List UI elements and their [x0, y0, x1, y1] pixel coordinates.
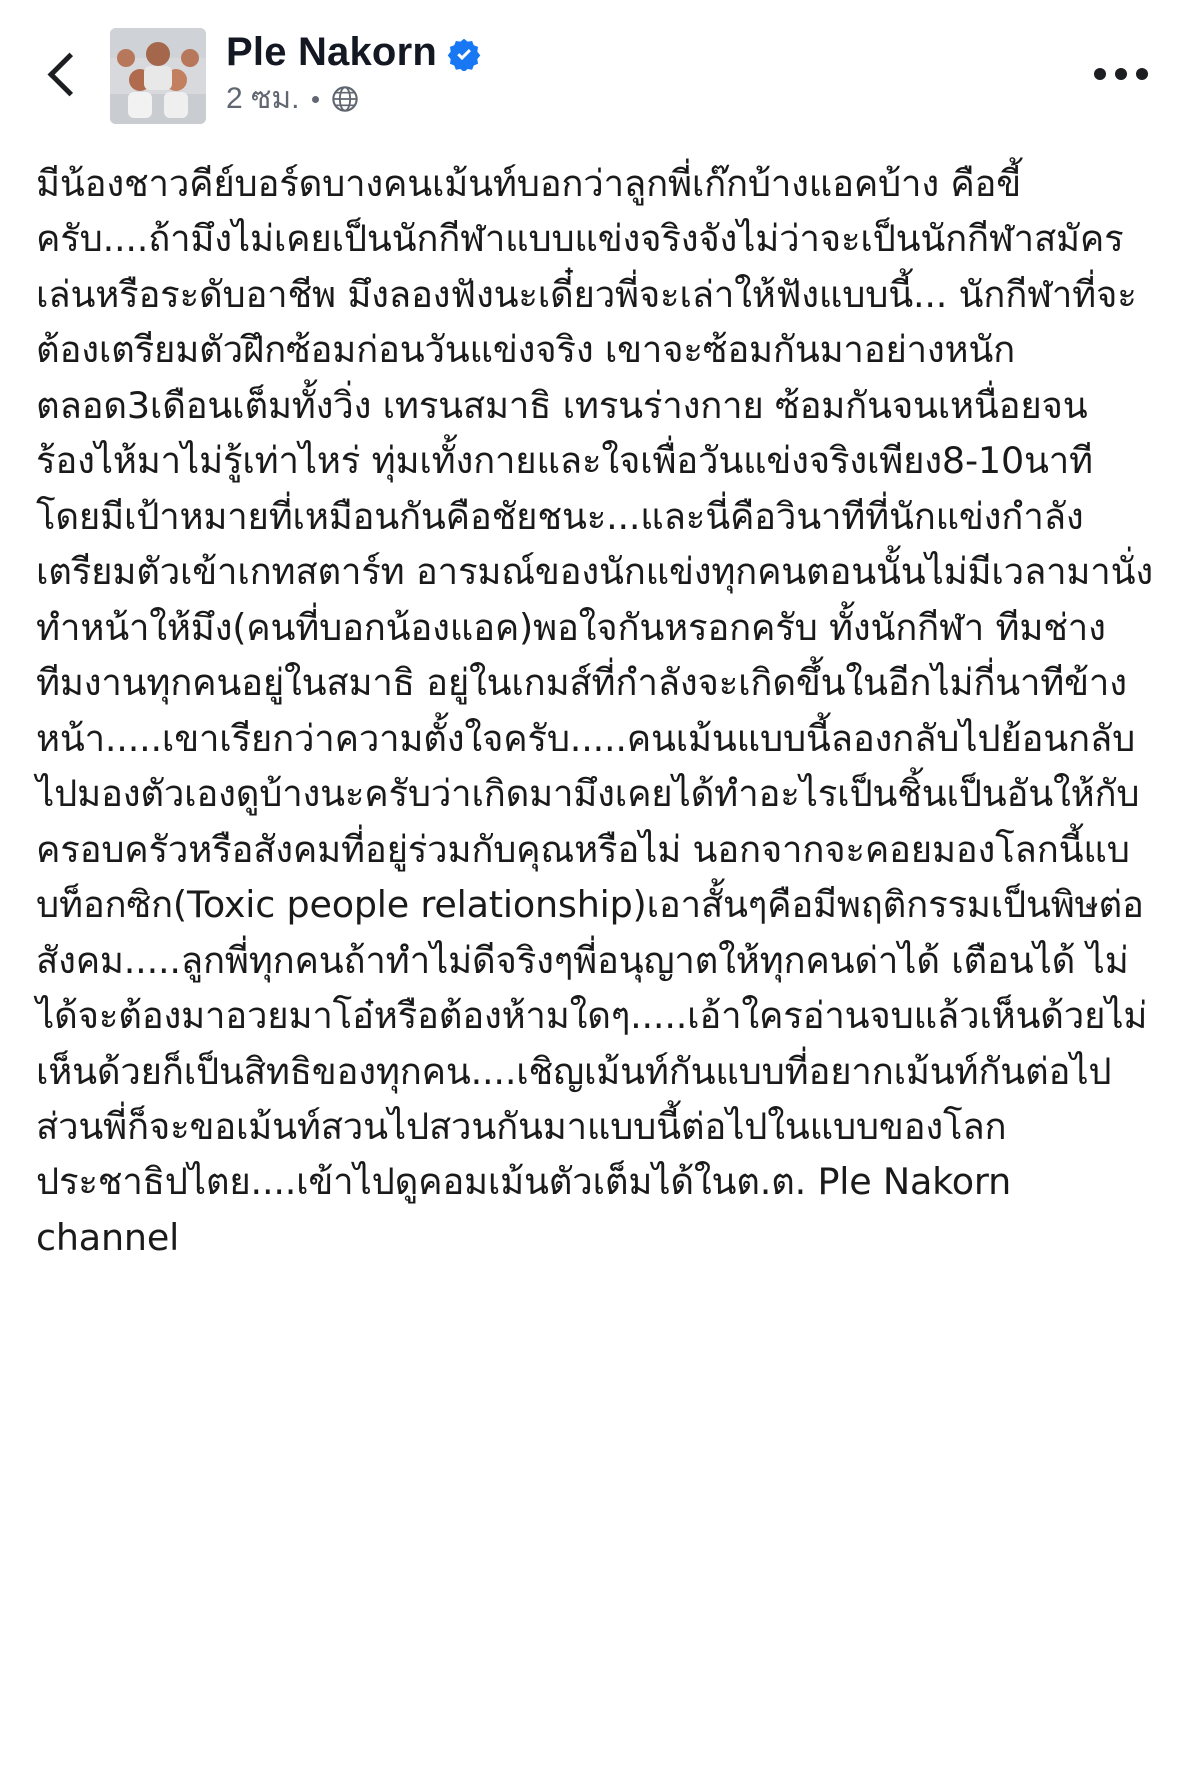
author-name[interactable]: Ple Nakorn	[226, 30, 437, 74]
meta-separator-dot	[312, 96, 319, 103]
more-options-icon-dot	[1136, 68, 1148, 80]
post-body	[0, 150, 1200, 1265]
profile-photo-icon	[110, 28, 206, 124]
post-meta	[226, 84, 1076, 114]
more-options-icon-dot	[1094, 68, 1106, 80]
globe-icon	[331, 85, 359, 113]
post-header	[0, 0, 1200, 150]
more-options-button[interactable]	[1076, 44, 1166, 104]
verified-badge-icon	[447, 37, 481, 71]
back-button[interactable]	[30, 34, 100, 114]
chevron-left-icon	[47, 52, 91, 96]
timestamp: 2 ซม.	[226, 82, 300, 115]
post-text: มีน้องชาวคีย์บอร์ดบางคนเม้นท์บอกว่าลูกพี่เก๊กบ้างแอคบ้าง คือขี้ครับ....ถ้ามึงไม่เคยเป็นนักกีฬาแบบแข่งจริงจังไม่ว่าจะเป็นนักกีฬาสมัครเล่นหรือระดับอาชีพ มึงลองฟังนะเดี๋ยวพี่จะเล่าให้ฟังแบบนี้... นักกีฬาที่จะต้องเตรียมตัวฝึกซ้อมก่อนวันแข่งจริง เขาจะซ้อมกันมาอย่างหนักตลอด3เดือนเต็มทั้งวิ่ง เทรนสมาธิ เทรนร่างกาย ซ้อมกันจนเหนื่อยจนร้องไห้มาไม่รู้เท่าไหร่ ทุ่มเทั้งกายและใจเพื่อวันแข่งจริงเพียง8-10นาที โดยมีเป้าหมายที่เหมือนกันคือชัยชนะ...และนี่คือวินาทีที่นักแข่งกำลังเตรียมตัวเข้าเกทสตาร์ท อารมณ์ของนักแข่งทุกคนตอนนั้นไม่มีเวลามานั่งทำหน้าให้มึง(คนที่บอกน้องแอค)พอใจกันหรอกครับ ทั้งนักกีฬา ทีมช่าง ทีมงานทุกคนอยู่ในสมาธิ อยู่ในเกมส์ที่กำลังจะเกิดขึ้นในอีกไม่กี่นาทีข้างหน้า.....เขาเรียกว่าความตั้งใจครับ.....คนเม้นแบบนี้ลองกลับไปย้อนกลับไปมองตัวเองดูบ้างนะครับว่าเกิดมามึงเคยได้ทำอะไรเป็นชิ้นเป็นอันให้กับครอบครัวหรือสังคมที่อยู่ร่วมกับคุณหรือไม่ นอกจากจะคอยมองโลกนี้แบบท็อกซิก(Toxic people relationship)เอาสั้นๆคือมีพฤติกรรมเป็นพิษต่อสังคม.....ลูกพี่ทุกคนถ้าทำไม่ดีจริงๆพี่อนุญาตให้ทุกคนด่าได้ เตือนได้ ไม่ได้จะต้องมาอวยมาโอ๋หรือต้องห้ามใดๆ.....เอ้าใครอ่านจบแล้วเห็นด้วยไม่เห็นด้วยก็เป็นสิทธิของทุกคน....เชิญเม้นท์กันแบบที่อยากเม้นท์กันต่อไป ส่วนพี่ก็จะขอเม้นท์สวนไปสวนกันมาแบบนี้ต่อไปในแบบของโลกประชาธิปไตย....เข้าไปดูคอมเม้นตัวเต็มได้ในต.ต. Ple Nakorn channel	[36, 162, 1153, 1259]
more-options-icon-dot	[1115, 68, 1127, 80]
author-name-row	[226, 30, 1076, 74]
avatar[interactable]	[110, 28, 206, 124]
author-identity	[226, 26, 1076, 114]
